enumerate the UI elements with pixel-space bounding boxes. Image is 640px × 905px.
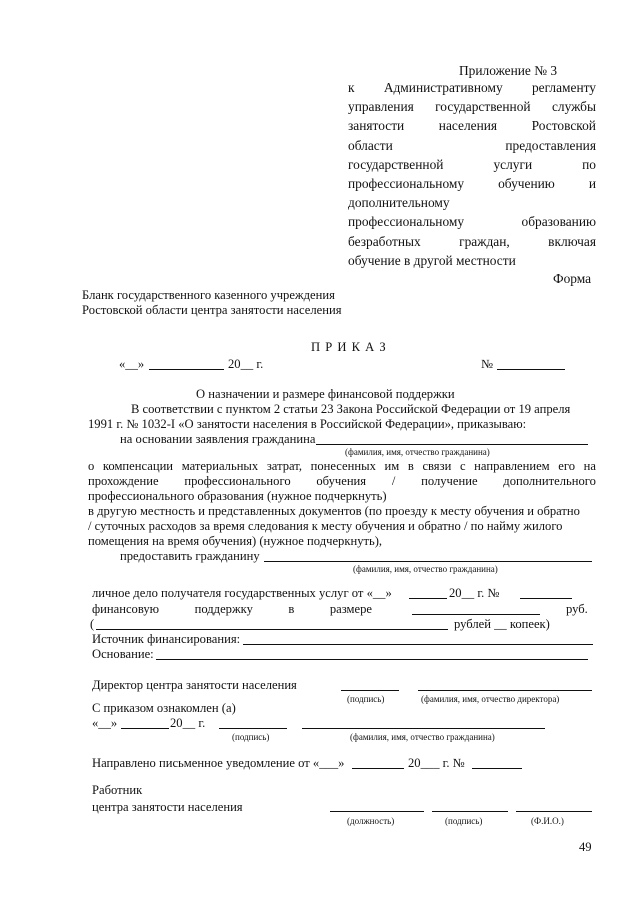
hint-director-sign: (подпись) — [347, 694, 385, 704]
order-date-line — [149, 369, 224, 370]
notice-prefix: Направлено письменное уведомление от «___» — [92, 756, 345, 770]
page-number: 49 — [579, 840, 592, 854]
appendix-line — [348, 99, 596, 114]
appendix-word: государственной — [435, 99, 531, 115]
appendix-word: регламенту — [531, 80, 596, 95]
appendix-title: Приложение № 3 — [459, 63, 558, 78]
case-year: 20__ г. № — [449, 586, 500, 600]
form-label: Форма — [553, 271, 592, 286]
hint-worker-sign: (подпись) — [445, 816, 483, 826]
financial-support-words — [92, 602, 372, 617]
acquainted-sign-line — [219, 728, 287, 729]
appendix-word: Ростовской — [531, 118, 596, 134]
case-label: личное дело получателя государственных услуг от «__» — [92, 586, 392, 600]
appendix-word: управления — [348, 99, 414, 115]
justified-word: с — [459, 459, 466, 473]
hint-director-fio: (фамилия, имя, отчество директора) — [421, 694, 560, 704]
appendix-line — [348, 138, 596, 153]
justified-word: получение — [421, 474, 478, 488]
appendix-line — [348, 214, 596, 229]
appendix-word: услуги — [493, 156, 533, 172]
rub-kop-label: рублей __ копеек) — [454, 617, 550, 631]
compensation-line-1 — [88, 459, 596, 474]
appendix-word: дополнительному — [348, 195, 450, 211]
justified-word: дополнительного — [503, 474, 596, 488]
grantee-fio-line — [264, 561, 592, 562]
appendix-word: государственной — [348, 156, 444, 172]
appendix-word: безработных — [348, 233, 421, 249]
director-label: Директор центра занятости населения — [92, 678, 297, 692]
appendix-word: предоставления — [505, 137, 596, 153]
worker-fio-line — [516, 811, 592, 812]
grant-label: предоставить гражданину — [120, 549, 260, 563]
amount-words-line — [96, 629, 448, 630]
order-number-line — [497, 369, 565, 370]
relocation-line-3: помещения на время обучения) (нужное подчеркнуть), — [88, 534, 383, 548]
order-title: П Р И К А З — [311, 340, 387, 354]
worker-line-2: центра занятости населения — [92, 800, 243, 814]
appendix-line — [348, 253, 596, 268]
justified-word: им — [384, 459, 400, 473]
basis-label: на основании заявления гражданина — [120, 432, 316, 446]
appendix-word: Административному — [383, 80, 503, 95]
justified-word: о — [88, 459, 95, 473]
reason-line — [156, 659, 588, 660]
appendix-word: обучению — [498, 176, 555, 191]
amount-line — [412, 614, 540, 615]
case-number-line — [520, 598, 572, 599]
reason-label: Основание: — [92, 647, 154, 661]
hint-worker-position: (должность) — [347, 816, 395, 826]
appendix-word: населения — [438, 118, 498, 134]
worker-sign-line — [432, 811, 508, 812]
compensation-line-2 — [88, 474, 596, 489]
appendix-line — [348, 195, 596, 210]
notice-number-line — [472, 768, 522, 769]
body-paragraph-1a: В соответствии с пунктом 2 статьи 23 Закона Российской Федерации от 19 апреля — [131, 402, 571, 416]
relocation-line-2: / суточных расходов за время следования к месту обучения и обратно / по найму жилого — [88, 519, 563, 533]
justified-word: профессионального — [184, 474, 291, 488]
hint-fio-citizen: (фамилия, имя, отчество гражданина) — [345, 447, 490, 457]
notice-date-line — [352, 768, 404, 769]
director-sign-line — [341, 690, 399, 691]
justified-word: прохождение — [88, 474, 159, 488]
appendix-line — [348, 118, 596, 133]
order-number-sign: № — [481, 357, 494, 371]
case-date-line — [409, 598, 447, 599]
worker-position-line — [330, 811, 424, 812]
appendix-word: области — [348, 137, 393, 153]
open-paren: ( — [90, 617, 95, 631]
appendix-word: к — [348, 80, 355, 95]
appendix-line — [348, 234, 596, 249]
order-date-year: 20__ г. — [228, 357, 264, 371]
appendix-word: обучение в другой местности — [348, 252, 516, 268]
worker-line-1: Работник — [92, 783, 143, 797]
notice-year: 20___ г. № — [408, 756, 465, 770]
appendix-word: образованию — [521, 214, 596, 230]
source-label: Источник финансирования: — [92, 632, 241, 646]
appendix-line — [348, 157, 596, 172]
order-subject: О назначении и размере финансовой поддержки — [196, 387, 455, 401]
blank-line-2: Ростовской области центра занятости населения — [82, 303, 342, 317]
justified-word: компенсации — [102, 459, 174, 473]
appendix-word: граждан, — [459, 233, 510, 249]
justified-word: / — [391, 474, 396, 488]
acquainted-fio-line — [302, 728, 545, 729]
appendix-word: службы — [551, 99, 596, 115]
order-date-prefix: «__» — [119, 357, 145, 371]
justified-word: обучения — [316, 474, 367, 488]
justified-word: финансовую — [92, 602, 160, 616]
director-fio-line — [418, 690, 592, 691]
acquainted-date-year: 20__ г. — [170, 716, 206, 730]
hint-worker-fio: (Ф.И.О.) — [531, 816, 564, 826]
appendix-word: профессиональному — [348, 176, 465, 191]
justified-word: на — [583, 459, 596, 473]
appendix-word: и — [588, 176, 596, 191]
appendix-word: профессиональному — [348, 214, 465, 230]
appendix-word: по — [582, 156, 596, 172]
blank-line-1: Бланк государственного казенного учреждения — [82, 288, 335, 302]
hint-acquainted-sign: (подпись) — [232, 732, 270, 742]
justified-word: поддержку — [194, 602, 253, 616]
acquainted-date-line — [121, 728, 169, 729]
justified-word: его — [558, 459, 576, 473]
appendix-word: включая — [548, 233, 596, 249]
justified-word: в — [288, 602, 295, 616]
justified-word: затрат, — [266, 459, 302, 473]
justified-word: материальных — [181, 459, 259, 473]
justified-word: размере — [329, 602, 372, 616]
rub-label: руб. — [566, 602, 588, 616]
citizen-fio-line — [316, 444, 588, 445]
justified-word: связи — [422, 459, 452, 473]
appendix-word: занятости — [348, 118, 405, 134]
justified-word: в — [407, 459, 414, 473]
appendix-line — [348, 176, 596, 191]
justified-word: направлением — [474, 459, 550, 473]
appendix-line — [348, 80, 596, 95]
hint-fio-citizen-2: (фамилия, имя, отчество гражданина) — [353, 564, 498, 574]
compensation-line-3: профессионального образования (нужное подчеркнуть) — [88, 489, 387, 503]
acquainted-date-prefix: «__» — [92, 716, 118, 730]
acquainted-label: С приказом ознакомлен (а) — [92, 701, 236, 715]
source-line — [243, 644, 593, 645]
body-paragraph-1b: 1991 г. № 1032-I «О занятости населения в Российской Федерации», приказываю: — [88, 417, 527, 431]
relocation-line-1: в другую местность и представленных документов (по проезду к месту обучения и обратно — [88, 504, 580, 518]
hint-acquainted-fio: (фамилия, имя, отчество гражданина) — [350, 732, 495, 742]
justified-word: понесенных — [310, 459, 376, 473]
